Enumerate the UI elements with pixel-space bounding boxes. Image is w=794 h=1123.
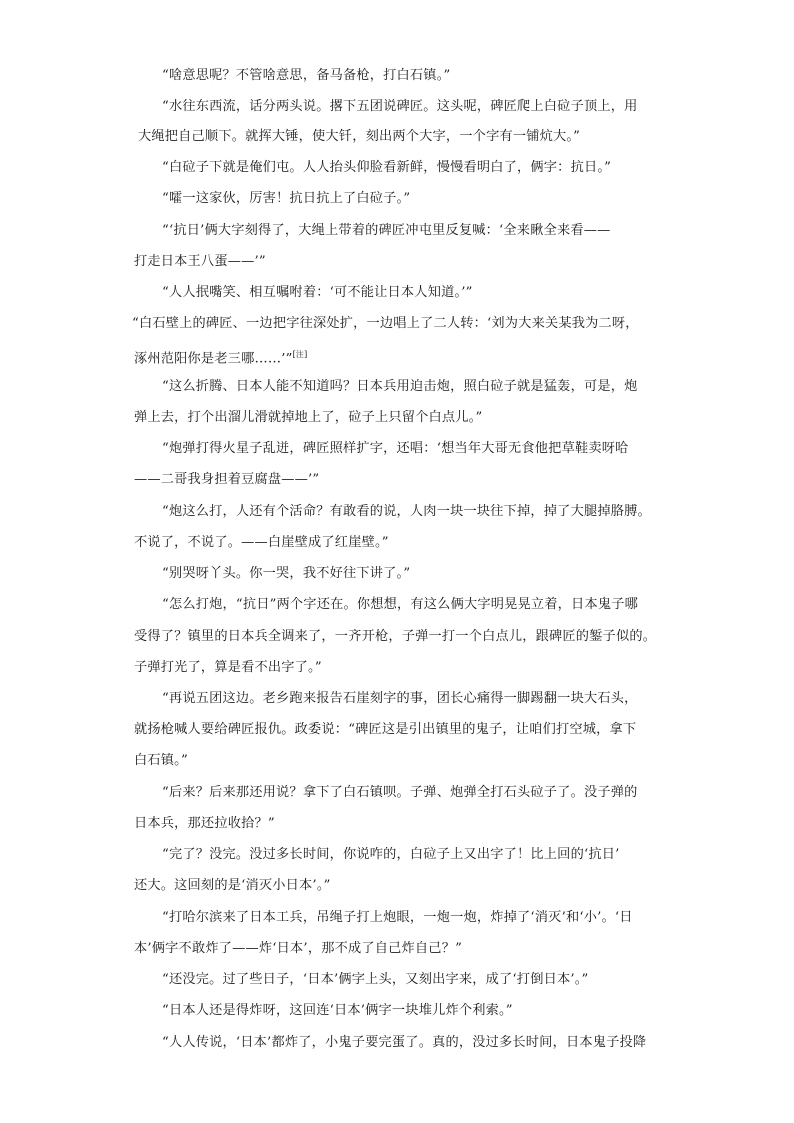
paragraph-line: 就扬枪喊人要给碑匠报仇。政委说：“碑匠这是引出镇里的鬼子，让咱们打空城，拿下 <box>134 722 637 737</box>
paragraph-line: “炮弹打得火星子乱迸，碑匠照样扩字，还唱：‘想当年大哥无食他把草鞋卖呀哈 <box>162 441 629 456</box>
paragraph-line: “白石壁上的碑匠、一边把字往深处扩，一边唱上了二人转：‘刘为大来关某我为二呀， <box>132 316 639 331</box>
paragraph-line: “炮这么打，人还有个活命？有敢看的说，人肉一块一块往下掉，掉了大腿掉胳膊。 <box>162 504 651 519</box>
paragraph-line: “这么折腾、日本人能不知道吗？日本兵用迫击炮，照白砬子就是猛轰，可是，炮 <box>162 379 638 394</box>
paragraph-line: 受得了？镇里的日本兵全调来了，一齐开枪，子弹一打一个白点儿，跟碑匠的錾子似的。 <box>134 629 657 644</box>
paragraph-line: 不说了，不说了。——白崖壁成了红崖壁。” <box>134 535 389 550</box>
paragraph-line: 子弹打光了，算是看不出字了。” <box>134 660 322 675</box>
paragraph-line: “还没完。过了些日子，‘日本’俩字上头，又刻出字来，成了‘打倒日本’。” <box>162 972 589 987</box>
paragraph-line: “水往东西流，话分两头说。撂下五团说碑匠。这头呢，碑匠爬上白砬子顶上，用 <box>162 99 638 114</box>
paragraph-line: “嚯一这家伙，厉害！抗日抗上了白砬子。” <box>162 191 411 206</box>
paragraph-line: “啥意思呢？不管啥意思，备马备枪，打白石镇。” <box>162 68 451 83</box>
paragraph-line: “‘抗日’俩大字刻得了，大绳上带着的碑匠冲屯里反复喊：‘全来瞅全来看—— <box>162 223 611 238</box>
paragraph-line: 白石镇。” <box>134 753 188 768</box>
paragraph-line: “白砬子下就是俺们屯。人人抬头仰脸看新鲜，慢慢看明白了，俩字：抗日。” <box>162 160 612 175</box>
paragraph-line: “后来？后来那还用说？拿下了白石镇呗。子弹、炮弹全打石头砬子了。没子弹的 <box>162 785 638 800</box>
footnote-marker[interactable]: [注] <box>292 350 308 359</box>
paragraph-line: “别哭呀丫头。你一哭，我不好往下讲了。” <box>162 566 411 581</box>
paragraph-line: ——二哥我身担着豆腐盘——’” <box>134 472 320 487</box>
paragraph-line: “完了？没完。没过多长时间，你说咋的，白砬子上又出字了！比上回的‘抗日’ <box>162 847 620 862</box>
paragraph-line: “再说五团这边。老乡跑来报告石崖刻字的事，团长心痛得一脚踢翻一块大石头， <box>162 691 638 706</box>
paragraph-line: “打哈尔滨来了日本工兵，吊绳子打上炮眼，一炮一炮，炸掉了‘消灭’和‘小’。‘日 <box>162 910 633 925</box>
paragraph-line: 打走日本王八蛋——’” <box>134 254 266 269</box>
paragraph-line: 弹上去，打个出溜儿滑就掉地上了，砬子上只留个白点儿。” <box>134 410 483 425</box>
paragraph-line: 日本兵，那还拉收拾？” <box>134 816 275 831</box>
paragraph-line: 本’俩字不敢炸了——炸‘日本’，那不成了自己炸自己？” <box>134 941 463 956</box>
paragraph-line: “人人抿嘴笑、相互嘱咐着：‘可不能让日本人知道。’” <box>162 285 473 300</box>
paragraph-line <box>134 346 307 368</box>
paragraph-line: 大绳把自己顺下。就挥大锤，使大钎，刻出两个大字，一个字有一铺炕大。” <box>138 129 581 144</box>
paragraph-line: “人人传说，‘日本’都炸了，小鬼子要完蛋了。真的，没过多长时间，日本鬼子投降 <box>162 1035 647 1050</box>
paragraph-text: 涿州范阳你是老三哪……’” <box>134 351 293 367</box>
paragraph-line: “日本人还是得炸呀，这回连‘日本’俩字一块堆儿炸个利索。” <box>162 1003 513 1018</box>
paragraph-line: “怎么打炮，“抗日”两个字还在。你想想，有这么俩大字明晃晃立着，日本鬼子哪 <box>162 597 638 612</box>
paragraph-line: 还大。这回刻的是‘消灭小日本’。” <box>134 878 331 893</box>
